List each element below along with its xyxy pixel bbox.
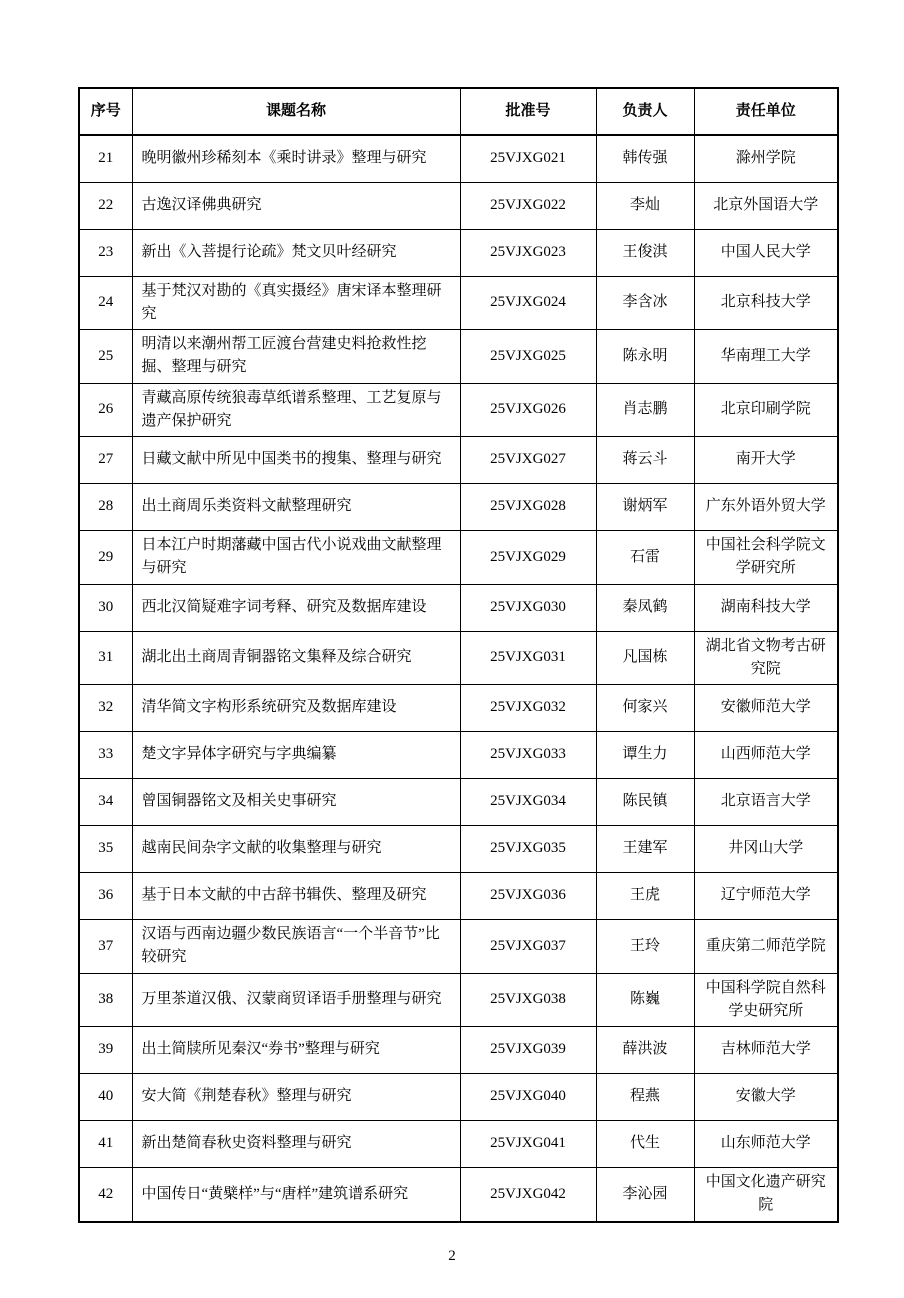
cell-no: 29: [79, 531, 132, 585]
cell-title: 基于日本文献的中古辞书辑佚、整理及研究: [132, 873, 460, 920]
cell-title: 安大简《荆楚春秋》整理与研究: [132, 1074, 460, 1121]
cell-title: 湖北出土商周青铜器铭文集释及综合研究: [132, 631, 460, 685]
table-row: [79, 1168, 838, 1222]
header-cell-grant: 批准号: [460, 88, 596, 135]
cell-unit: 北京印刷学院: [694, 383, 838, 437]
header-cell-leader: 负责人: [596, 88, 694, 135]
cell-unit: 辽宁师范大学: [694, 873, 838, 920]
cell-leader: 薛洪波: [596, 1027, 694, 1074]
cell-title: 古逸汉译佛典研究: [132, 182, 460, 229]
table-row: [79, 531, 838, 585]
table-row: [79, 1074, 838, 1121]
cell-leader: 谢炳军: [596, 484, 694, 531]
cell-no: 40: [79, 1074, 132, 1121]
cell-grant: 25VJXG038: [460, 973, 596, 1027]
table-row: [79, 182, 838, 229]
cell-title: 楚文字异体字研究与字典编纂: [132, 732, 460, 779]
cell-leader: 代生: [596, 1121, 694, 1168]
cell-unit: 安徽师范大学: [694, 685, 838, 732]
cell-no: 24: [79, 276, 132, 330]
header-row: [79, 88, 838, 135]
table-row: [79, 1027, 838, 1074]
cell-no: 26: [79, 383, 132, 437]
cell-leader: 陈民镇: [596, 779, 694, 826]
cell-leader: 石雷: [596, 531, 694, 585]
cell-unit: 北京语言大学: [694, 779, 838, 826]
cell-no: 31: [79, 631, 132, 685]
cell-unit: 山东师范大学: [694, 1121, 838, 1168]
cell-unit: 滁州学院: [694, 135, 838, 182]
cell-title: 青藏高原传统狼毒草纸谱系整理、工艺复原与遗产保护研究: [132, 383, 460, 437]
cell-grant: 25VJXG024: [460, 276, 596, 330]
cell-title: 越南民间杂字文献的收集整理与研究: [132, 826, 460, 873]
cell-leader: 李灿: [596, 182, 694, 229]
cell-grant: 25VJXG032: [460, 685, 596, 732]
cell-unit: 华南理工大学: [694, 330, 838, 384]
cell-title: 基于梵汉对勘的《真实摄经》唐宋译本整理研究: [132, 276, 460, 330]
table-row: [79, 920, 838, 974]
table-header: [79, 88, 838, 135]
table-row: [79, 732, 838, 779]
cell-unit: 吉林师范大学: [694, 1027, 838, 1074]
cell-no: 21: [79, 135, 132, 182]
cell-leader: 陈永明: [596, 330, 694, 384]
cell-title: 出土简牍所见秦汉“券书”整理与研究: [132, 1027, 460, 1074]
cell-unit: 湖南科技大学: [694, 584, 838, 631]
cell-leader: 秦凤鹤: [596, 584, 694, 631]
cell-no: 34: [79, 779, 132, 826]
table-row: [79, 873, 838, 920]
cell-grant: 25VJXG031: [460, 631, 596, 685]
cell-unit: 山西师范大学: [694, 732, 838, 779]
table-row: [79, 973, 838, 1027]
cell-no: 39: [79, 1027, 132, 1074]
cell-leader: 王俊淇: [596, 229, 694, 276]
cell-grant: 25VJXG040: [460, 1074, 596, 1121]
cell-no: 42: [79, 1168, 132, 1222]
cell-grant: 25VJXG030: [460, 584, 596, 631]
cell-leader: 王玲: [596, 920, 694, 974]
cell-grant: 25VJXG041: [460, 1121, 596, 1168]
cell-grant: 25VJXG036: [460, 873, 596, 920]
cell-title: 新出楚简春秋史资料整理与研究: [132, 1121, 460, 1168]
cell-unit: 中国社会科学院文学研究所: [694, 531, 838, 585]
cell-no: 27: [79, 437, 132, 484]
table-row: [79, 276, 838, 330]
cell-grant: 25VJXG037: [460, 920, 596, 974]
cell-unit: 井冈山大学: [694, 826, 838, 873]
cell-leader: 凡国栋: [596, 631, 694, 685]
table-row: [79, 1121, 838, 1168]
cell-leader: 谭生力: [596, 732, 694, 779]
cell-leader: 李沁园: [596, 1168, 694, 1222]
cell-grant: 25VJXG039: [460, 1027, 596, 1074]
table-row: [79, 631, 838, 685]
table-row: [79, 826, 838, 873]
cell-leader: 王虎: [596, 873, 694, 920]
cell-unit: 北京科技大学: [694, 276, 838, 330]
cell-unit: 湖北省文物考古研究院: [694, 631, 838, 685]
cell-unit: 安徽大学: [694, 1074, 838, 1121]
header-cell-no: 序号: [79, 88, 132, 135]
header-cell-unit: 责任单位: [694, 88, 838, 135]
cell-unit: 中国人民大学: [694, 229, 838, 276]
cell-leader: 蒋云斗: [596, 437, 694, 484]
page-number: 2: [448, 1248, 456, 1264]
cell-grant: 25VJXG033: [460, 732, 596, 779]
cell-title: 中国传日“黄檗样”与“唐样”建筑谱系研究: [132, 1168, 460, 1222]
table-row: [79, 584, 838, 631]
cell-title: 晚明徽州珍稀刻本《乘时讲录》整理与研究: [132, 135, 460, 182]
cell-no: 23: [79, 229, 132, 276]
cell-no: 30: [79, 584, 132, 631]
cell-no: 37: [79, 920, 132, 974]
cell-leader: 陈巍: [596, 973, 694, 1027]
cell-no: 38: [79, 973, 132, 1027]
cell-title: 曾国铜器铭文及相关史事研究: [132, 779, 460, 826]
cell-title: 明清以来潮州帮工匠渡台营建史料抢救性挖掘、整理与研究: [132, 330, 460, 384]
cell-grant: 25VJXG025: [460, 330, 596, 384]
cell-leader: 何家兴: [596, 685, 694, 732]
cell-no: 41: [79, 1121, 132, 1168]
cell-leader: 肖志鹏: [596, 383, 694, 437]
cell-leader: 韩传强: [596, 135, 694, 182]
cell-title: 日本江户时期藩藏中国古代小说戏曲文献整理与研究: [132, 531, 460, 585]
cell-title: 新出《入菩提行论疏》梵文贝叶经研究: [132, 229, 460, 276]
cell-no: 28: [79, 484, 132, 531]
cell-grant: 25VJXG034: [460, 779, 596, 826]
table-row: [79, 330, 838, 384]
cell-title: 汉语与西南边疆少数民族语言“一个半音节”比较研究: [132, 920, 460, 974]
cell-unit: 广东外语外贸大学: [694, 484, 838, 531]
cell-unit: 中国文化遗产研究院: [694, 1168, 838, 1222]
cell-grant: 25VJXG035: [460, 826, 596, 873]
cell-grant: 25VJXG026: [460, 383, 596, 437]
cell-no: 25: [79, 330, 132, 384]
table-body: [79, 135, 838, 1222]
cell-no: 33: [79, 732, 132, 779]
cell-unit: 北京外国语大学: [694, 182, 838, 229]
projects-table: [78, 87, 839, 1223]
cell-no: 36: [79, 873, 132, 920]
cell-grant: 25VJXG029: [460, 531, 596, 585]
table-row: [79, 685, 838, 732]
table-row: [79, 229, 838, 276]
cell-leader: 王建军: [596, 826, 694, 873]
cell-leader: 李含冰: [596, 276, 694, 330]
cell-title: 万里茶道汉俄、汉蒙商贸译语手册整理与研究: [132, 973, 460, 1027]
cell-title: 日藏文献中所见中国类书的搜集、整理与研究: [132, 437, 460, 484]
cell-no: 35: [79, 826, 132, 873]
table-row: [79, 437, 838, 484]
cell-grant: 25VJXG042: [460, 1168, 596, 1222]
table-row: [79, 779, 838, 826]
cell-leader: 程燕: [596, 1074, 694, 1121]
cell-no: 22: [79, 182, 132, 229]
table-row: [79, 383, 838, 437]
cell-unit: 南开大学: [694, 437, 838, 484]
table-row: [79, 484, 838, 531]
cell-grant: 25VJXG027: [460, 437, 596, 484]
cell-grant: 25VJXG021: [460, 135, 596, 182]
cell-grant: 25VJXG023: [460, 229, 596, 276]
cell-grant: 25VJXG022: [460, 182, 596, 229]
cell-unit: 中国科学院自然科学史研究所: [694, 973, 838, 1027]
cell-unit: 重庆第二师范学院: [694, 920, 838, 974]
cell-grant: 25VJXG028: [460, 484, 596, 531]
cell-title: 西北汉简疑难字词考释、研究及数据库建设: [132, 584, 460, 631]
cell-title: 清华简文字构形系统研究及数据库建设: [132, 685, 460, 732]
table-row: [79, 135, 838, 182]
cell-title: 出土商周乐类资料文献整理研究: [132, 484, 460, 531]
header-cell-title: 课题名称: [132, 88, 460, 135]
cell-no: 32: [79, 685, 132, 732]
projects-table-container: [78, 87, 837, 1223]
